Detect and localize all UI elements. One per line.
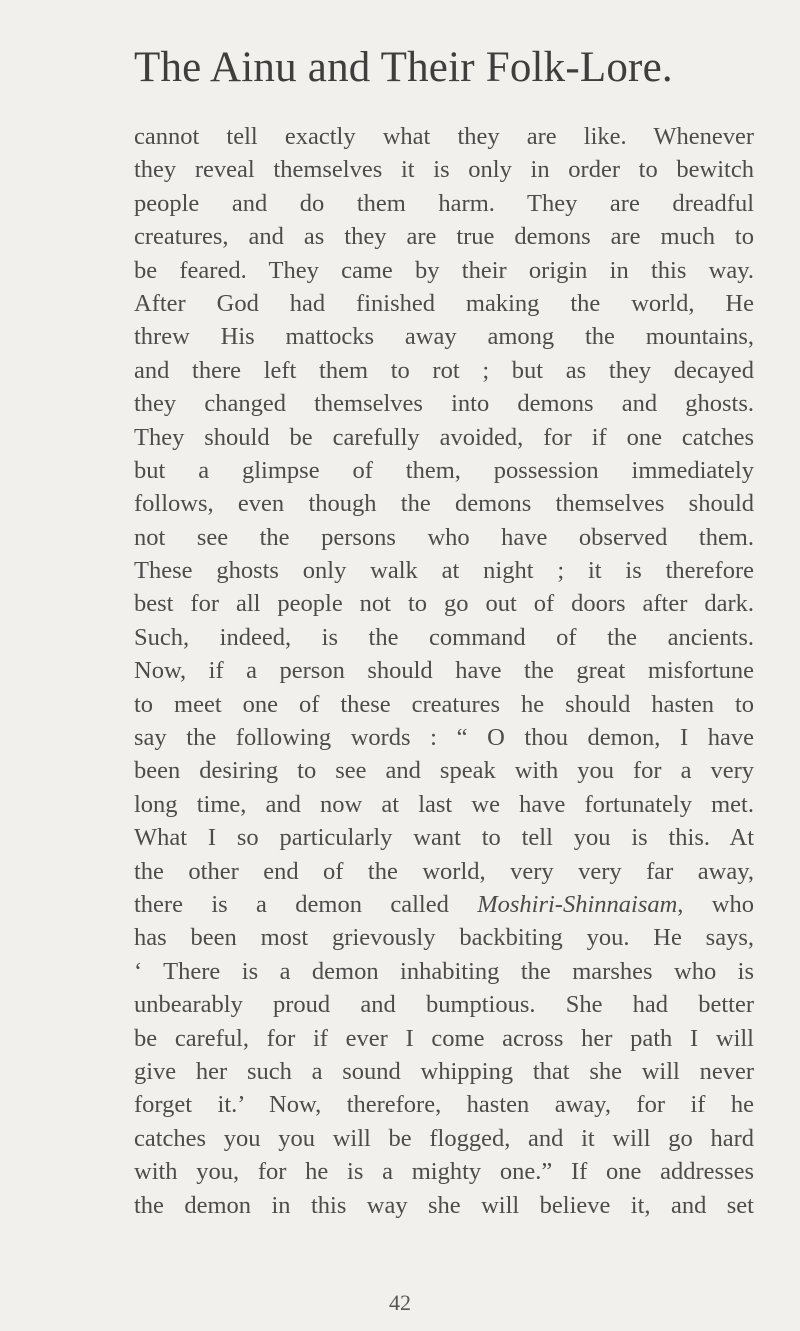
text-line <box>134 153 754 186</box>
text-segment: give her such a sound whipping that she will never <box>134 1057 754 1085</box>
page-number: 42 <box>389 1290 411 1315</box>
text-segment: forget it.’ Now, therefore, hasten away, for if he <box>134 1091 754 1119</box>
text-line <box>134 654 754 687</box>
text-line <box>134 587 754 620</box>
text-segment: , who <box>677 890 754 918</box>
text-line <box>134 220 754 253</box>
text-segment: ‘ There is a demon inhabiting the marshes who is <box>134 957 754 985</box>
text-line <box>134 788 754 821</box>
text-segment: they changed themselves into demons and ghosts. <box>134 390 754 418</box>
text-line <box>134 855 754 888</box>
text-segment: they reveal themselves it is only in order to bewitch <box>134 156 754 184</box>
text-segment: creatures, and as they are true demons are much to <box>134 223 754 251</box>
text-segment: threw His mattocks away among the mountains, <box>134 323 754 351</box>
text-segment: but a glimpse of them, possession immediately <box>134 456 754 484</box>
text-line <box>134 821 754 854</box>
text-line <box>134 387 754 420</box>
text-segment: has been most grievously backbiting you. He says, <box>134 924 754 952</box>
text-line <box>134 354 754 387</box>
text-line <box>134 454 754 487</box>
text-line <box>134 287 754 320</box>
text-line <box>134 1122 754 1155</box>
text-line <box>134 721 754 754</box>
body-text <box>134 120 754 1222</box>
text-line <box>134 487 754 520</box>
text-segment: and there left them to rot ; but as they decayed <box>134 356 754 384</box>
running-head: The Ainu and Their Folk-Lore. <box>134 44 673 91</box>
text-segment: be careful, for if ever I come across her path I will <box>134 1024 754 1052</box>
text-line <box>134 1155 754 1188</box>
text-line <box>134 254 754 287</box>
text-segment: there is a demon called <box>134 890 478 918</box>
text-line <box>134 554 754 587</box>
text-segment: long time, and now at last we have fortunately met. <box>134 790 754 818</box>
text-segment: follows, even though the demons themselves should <box>134 490 754 518</box>
text-segment: After God had finished making the world, He <box>134 289 754 317</box>
text-line <box>134 688 754 721</box>
text-segment: These ghosts only walk at night ; it is therefore <box>134 557 754 585</box>
text-segment: best for all people not to go out of doors after dark. <box>134 590 754 618</box>
text-line <box>134 320 754 353</box>
text-line <box>134 1055 754 1088</box>
text-line <box>134 1088 754 1121</box>
text-segment: They should be carefully avoided, for if one catches <box>134 423 754 451</box>
text-line <box>134 421 754 454</box>
text-line <box>134 754 754 787</box>
text-line <box>134 1022 754 1055</box>
text-segment: say the following words : “ O thou demon, I have <box>134 724 754 752</box>
text-segment: the demon in this way she will believe it, and set <box>134 1191 754 1219</box>
italic-name: Moshiri-Shinnaisam <box>477 890 678 918</box>
text-line <box>134 955 754 988</box>
text-segment: unbearably proud and bumptious. She had better <box>134 991 754 1019</box>
text-line <box>134 621 754 654</box>
text-line <box>134 1189 754 1222</box>
text-segment: Now, if a person should have the great misfortune <box>134 657 754 685</box>
text-line <box>134 187 754 220</box>
text-segment: cannot tell exactly what they are like. Whenever <box>134 123 754 150</box>
text-line <box>134 988 754 1021</box>
text-segment: to meet one of these creatures he should hasten to <box>134 690 754 718</box>
text-segment: not see the persons who have observed them. <box>134 523 754 551</box>
text-segment: with you, for he is a mighty one.” If one addresses <box>134 1158 754 1186</box>
text-segment: What I so particularly want to tell you is this. At <box>134 824 754 852</box>
text-segment: catches you you will be flogged, and it will go hard <box>134 1124 754 1152</box>
text-segment: been desiring to see and speak with you for a very <box>134 757 754 785</box>
text-line <box>134 120 754 153</box>
text-line <box>134 921 754 954</box>
text-segment: be feared. They came by their origin in this way. <box>134 256 754 284</box>
text-line <box>134 521 754 554</box>
text-line <box>134 888 754 921</box>
text-segment: the other end of the world, very very far away, <box>134 857 754 885</box>
text-segment: Such, indeed, is the command of the ancients. <box>134 623 754 651</box>
text-segment: people and do them harm. They are dreadful <box>134 189 754 217</box>
